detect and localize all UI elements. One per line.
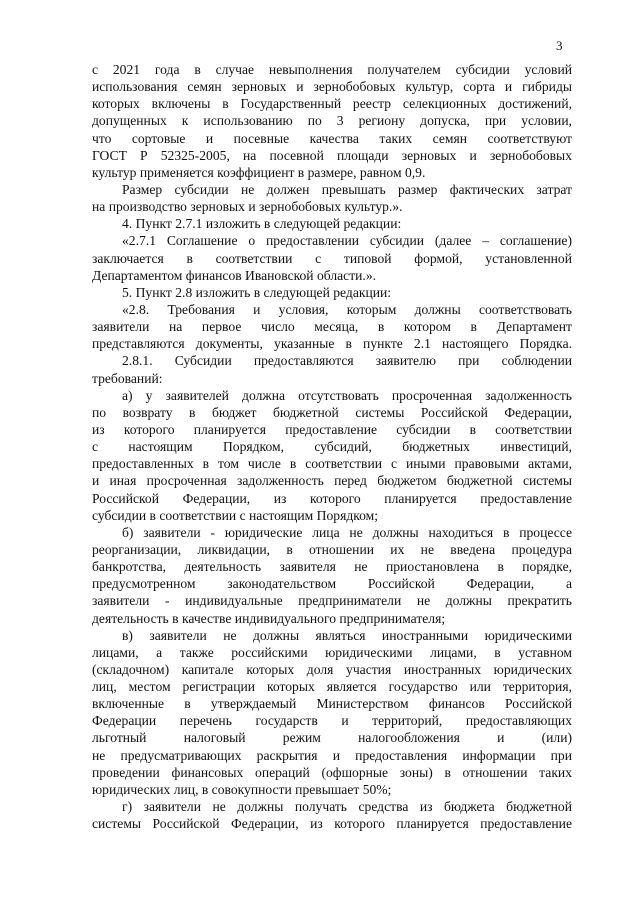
text-line: льготный налоговый режим налогообложения и (или) (92, 730, 572, 746)
text-line: юридических лиц, в совокупности превышает 50%; (92, 781, 392, 797)
text-line: и иная просроченная задолженность перед бюджетом бюджетной системы (92, 473, 572, 489)
text-line: не предусматривающих раскрытия и предоставления информации при (92, 747, 572, 763)
text-line: которых включены в Государственный реестр селекционных достижений, (92, 96, 572, 112)
text-line: с настоящим Порядком, субсидий, бюджетных инвестиций, (92, 439, 572, 455)
text-line: Департаментом финансов Ивановской области.». (92, 267, 377, 283)
text-line: системы Российской Федерации, из которого планируется предоставление (92, 816, 572, 832)
text-line: «2.7.1 Соглашение о предоставлении субсидии (далее – соглашение) (122, 233, 572, 249)
text-line: б) заявители - юридические лица не должны находиться в процессе (122, 524, 572, 540)
text-line: заявители - индивидуальные предприниматели не должны прекратить (92, 593, 572, 609)
text-line: заявители на первое число месяца, в котором в Департамент (92, 319, 572, 335)
text-line: на производство зерновых и зернобобовых культур.». (92, 199, 403, 215)
text-line: субсидии в соответствии с настоящим Порядком; (92, 507, 379, 523)
text-line: деятельность в качестве индивидуального предпринимателя; (92, 610, 446, 626)
text-line: «2.8. Требования и условия, которым должны соответствовать (122, 301, 572, 317)
text-line: культур применяется коэффициент в размере, равном 0,9. (92, 164, 426, 180)
text-line: 2.8.1. Субсидии предоставляются заявителю при соблюдении (122, 353, 572, 369)
text-line: а) у заявителей должна отсутствовать просроченная задолженность (122, 387, 572, 403)
text-line: что сортовые и посевные качества таких семян соответствуют (92, 130, 572, 146)
text-line: представляются документы, указанные в пункте 2.1 настоящего Порядка. (92, 336, 572, 352)
text-line: заключается в соответствии с типовой формой, установленной (92, 250, 572, 266)
text-line: Размер субсидии не должен превышать размер фактических затрат (122, 181, 572, 197)
text-line: 4. Пункт 2.7.1 изложить в следующей редакции: (122, 216, 402, 232)
text-line: из которого планируется предоставление субсидии в соответствии (92, 421, 572, 437)
text-line: в) заявители не должны являться иностранными юридическими (122, 627, 572, 643)
text-line: 5. Пункт 2.8 изложить в следующей редакции: (122, 284, 392, 300)
text-line: ГОСТ Р 52325-2005, на посевной площади зерновых и зернобобовых (92, 147, 572, 163)
text-line: предусмотренном законодательством Российской Федерации, а (92, 576, 572, 592)
text-line: Российской Федерации, из которого планируется предоставление (92, 490, 572, 506)
text-line: включенные в утверждаемый Министерством финансов Российской (92, 696, 572, 712)
text-line: реорганизации, ликвидации, в отношении их не введена процедура (92, 541, 572, 557)
text-line: лиц, местом регистрации которых является государство или территория, (92, 679, 572, 695)
text-line: с 2021 года в случае невыполнения получателем субсидии условий (92, 62, 572, 77)
text-line: проведении финансовых операций (офшорные зоны) в отношении таких (92, 764, 572, 780)
text-line: предоставленных в том числе в соответствии с иными правовыми актами, (92, 456, 572, 472)
text-line: по возврату в бюджет бюджетной системы Российской Федерации, (92, 404, 572, 420)
text-line: допущенных к использованию по 3 региону допуска, при условии, (92, 113, 572, 129)
text-line: требований: (92, 370, 163, 386)
text-line: г) заявители не должны получать средства из бюджета бюджетной (122, 799, 572, 815)
page-number: 3 (556, 38, 563, 53)
text-line: банкротства, деятельность заявителя не приостановлена в порядке, (92, 559, 572, 575)
text-line: лицами, а также российскими юридическими лицами, в уставном (92, 644, 572, 660)
document-body (92, 61, 572, 832)
text-line: (складочном) капитале которых доля участия иностранных юридических (92, 661, 572, 677)
text-line: использования семян зерновых и зернобобовых культур, сорта и гибриды (92, 79, 572, 95)
text-line: Федерации перечень государств и территорий, предоставляющих (92, 713, 572, 729)
